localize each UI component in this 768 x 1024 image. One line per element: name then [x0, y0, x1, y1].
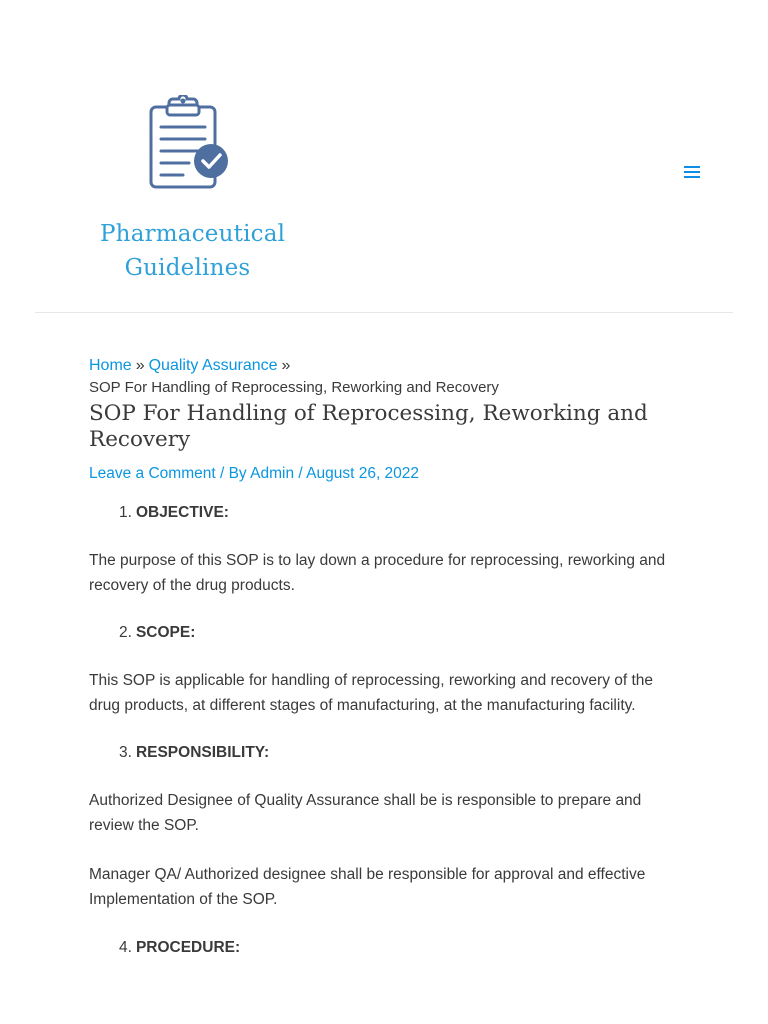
section-heading-item: [119, 501, 689, 525]
hamburger-menu-icon-bar: [684, 176, 700, 178]
section-heading-label: PROCEDURE:: [135, 939, 241, 956]
breadcrumb-category-link[interactable]: Quality Assurance: [148, 357, 278, 374]
section-heading-item: [119, 936, 689, 960]
section-heading-label: RESPONSIBILITY:: [135, 744, 270, 761]
page-title: SOP For Handling of Reprocessing, Reworking and Recovery: [89, 401, 648, 452]
section-heading-label: SCOPE:: [135, 624, 196, 641]
leave-comment-link[interactable]: Leave a Comment: [89, 465, 216, 482]
responsibility-paragraph-2: Manager QA/ Authorized designee shall be responsible for approval and effective Implementation of the SOP.: [89, 866, 646, 908]
section-heading-procedure: [89, 936, 689, 960]
site-title[interactable]: [100, 217, 286, 285]
post-date-link[interactable]: August 26, 2022: [306, 465, 420, 482]
section-heading-item: [119, 741, 689, 765]
site-title-line2: Guidelines: [124, 255, 251, 281]
section-heading-responsibility: [89, 741, 689, 765]
post-meta: [89, 463, 689, 485]
main-content: [89, 354, 689, 960]
breadcrumb-separator: »: [135, 357, 145, 374]
breadcrumb-separator: »: [281, 357, 291, 374]
responsibility-paragraph-1: Authorized Designee of Quality Assurance shall be is responsible to prepare and review the SOP.: [89, 792, 642, 834]
author-link[interactable]: Admin: [250, 465, 295, 482]
section-number: 1.: [119, 504, 132, 521]
breadcrumb-current: SOP For Handling of Reprocessing, Reworking and Recovery: [89, 379, 499, 396]
breadcrumb-home-link[interactable]: Home: [89, 357, 132, 374]
section-heading-scope: [89, 621, 689, 645]
section-heading-objective: [89, 501, 689, 525]
meta-date-separator: /: [294, 465, 307, 482]
section-number: 4.: [119, 939, 132, 956]
breadcrumb: [89, 354, 689, 398]
hamburger-menu-icon-bar: [684, 166, 700, 168]
clipboard-check-icon: [143, 95, 233, 191]
site-title-line1: Pharmaceutical: [100, 221, 286, 247]
objective-paragraph: The purpose of this SOP is to lay down a procedure for reprocessing, reworking and recovery of the drug products.: [89, 552, 666, 594]
section-number: 2.: [119, 624, 132, 641]
scope-paragraph: This SOP is applicable for handling of reprocessing, reworking and recovery of the drug products, at different stages of manufacturing, at the manufacturing facility.: [89, 672, 654, 714]
section-heading-item: [119, 621, 689, 645]
article-body: [89, 501, 689, 960]
site-header: [0, 0, 768, 313]
section-number: 3.: [119, 744, 132, 761]
section-heading-label: OBJECTIVE:: [135, 504, 229, 521]
site-logo-link[interactable]: [100, 95, 286, 285]
meta-by-separator: / By: [215, 465, 251, 482]
hamburger-menu-icon-bar: [684, 171, 700, 173]
header-divider: [35, 312, 733, 313]
hamburger-menu-button[interactable]: [680, 160, 704, 184]
